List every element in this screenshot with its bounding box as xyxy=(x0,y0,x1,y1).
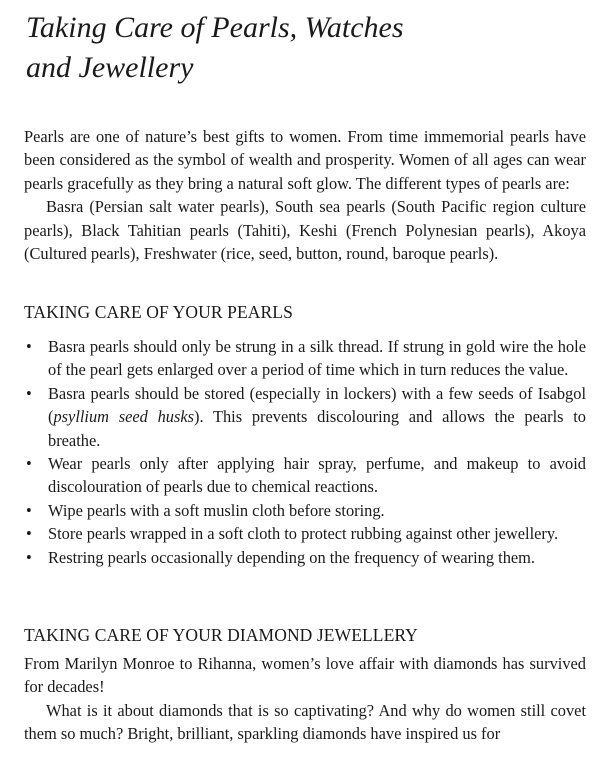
bullet-icon: • xyxy=(26,383,32,403)
pearl-types-paragraph: Basra (Persian salt water pearls), South sea pearls (South Pacific region culture pearls), Black Tahitian pearls (Tahiti), Keshi (French Polynesian pearls), Akoya (Cultured pearls), Freshwater (rice, seed, button, round, baroque pearls). xyxy=(24,197,586,264)
diamond-section-heading: TAKING CARE OF YOUR DIAMOND JEWELLERY xyxy=(24,625,418,645)
diamond-paragraph-1: From Marilyn Monroe to Rihanna, women’s love affair with diamonds has survived for decades! xyxy=(24,654,586,697)
pearls-section-heading: TAKING CARE OF YOUR PEARLS xyxy=(24,302,293,322)
diamond-section xyxy=(24,652,586,746)
bullet-text-start: Basra pearls should be stored (especially in lockers) with a few seeds of Isabgol ( xyxy=(48,383,586,427)
bullet-icon: • xyxy=(26,524,32,544)
list-item xyxy=(24,546,586,569)
diamond-paragraph-2: What is it about diamonds that is so captivating? And why do women still covet them so much? Bright, brilliant, sparkling diamonds have inspired us for xyxy=(24,700,586,744)
list-item xyxy=(24,335,586,382)
list-item xyxy=(24,499,586,522)
bullet-text: Basra pearls should only be strung in a silk thread. If strung in gold wire the hole of the pearl gets enlarged over a period of time which in turn reduces the value. xyxy=(48,337,586,380)
bullet-icon: • xyxy=(26,500,32,520)
bullet-text: Wipe pearls with a soft muslin cloth before storing. xyxy=(48,500,385,520)
bullet-text: Restring pearls occasionally depending on the frequency of wearing them. xyxy=(48,547,536,567)
bullet-icon: • xyxy=(26,547,32,567)
list-item xyxy=(24,382,586,452)
bullet-text-end: ). This prevents discolouring and allows the pearls to breathe. xyxy=(48,407,586,450)
list-item xyxy=(24,452,586,499)
intro-section xyxy=(24,125,586,265)
bullet-icon: • xyxy=(26,454,32,474)
bullet-text-italic: psyllium seed husks xyxy=(53,407,194,427)
bullet-text: Store pearls wrapped in a soft cloth to protect rubbing against other jewellery. xyxy=(48,524,559,544)
page-title-line-1: Taking Care of Pearls, Watches xyxy=(26,11,404,44)
bullet-text: Wear pearls only after applying hair spray, perfume, and makeup to avoid discolouration of pearls due to chemical reactions. xyxy=(48,454,586,497)
list-item xyxy=(24,522,586,545)
pearls-bullet-list xyxy=(24,335,586,569)
page-title-line-2: and Jewellery xyxy=(26,51,194,84)
page-title xyxy=(26,8,566,88)
intro-paragraph: Pearls are one of nature’s best gifts to women. From time immemorial pearls have been considered as the symbol of wealth and prosperity. Women of all ages can wear pearls gracefully as they bring a natural soft glow. The different types of pearls are: xyxy=(24,127,586,193)
bullet-text xyxy=(48,382,586,452)
bullet-icon: • xyxy=(26,337,32,356)
